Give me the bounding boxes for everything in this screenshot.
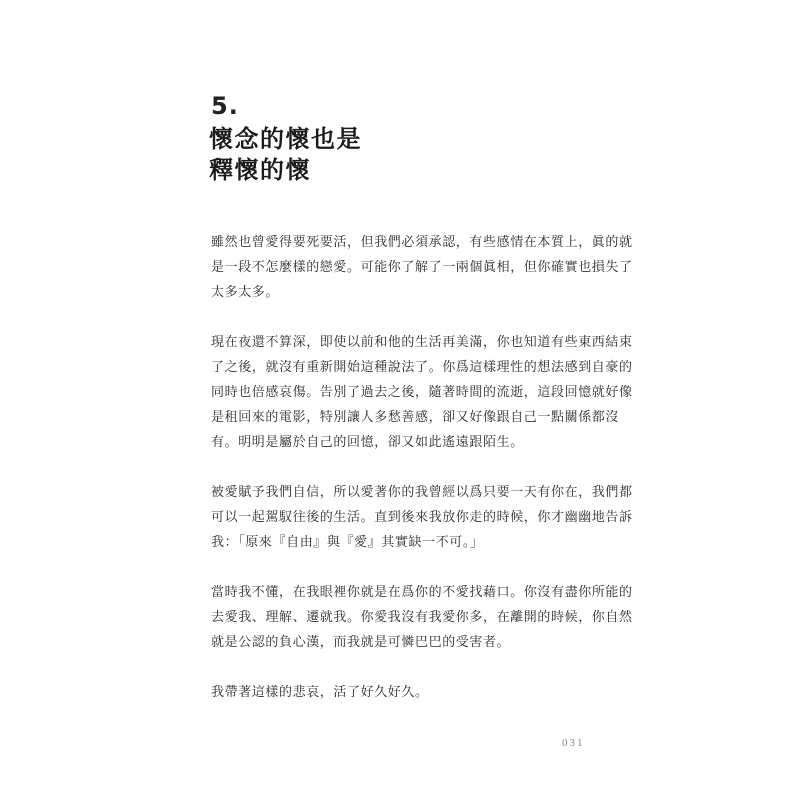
chapter-number: 5. [211,92,239,120]
text-line: 當時我不懂，在我眼裡你就是在爲你的不愛找藉口。你沒有盡你所能的 [211,585,633,600]
text-line: 現在夜還不算深，即使以前和他的生活再美滿，你也知道有些東西結束 [211,335,633,350]
paragraph [211,580,633,655]
text-line: 是一段不怎麼樣的戀愛。可能你了解了一兩個眞相，但你確實也損失了 [211,260,633,275]
text-line: 我：「原來『自由』與『愛』其實缺一不可。」 [211,535,484,550]
text-line: 可以一起駕馭往後的生活。直到後來我放你走的時候，你才幽幽地告訴 [211,510,633,525]
page-number: 031 [562,737,585,749]
text-line: 去愛我、理解、遷就我。你愛我沒有我愛你多，在離開的時候，你自然 [211,610,633,625]
chapter-title-line: 釋懷的懷 [209,156,311,184]
paragraph [211,230,633,305]
text-line: 我帶著這樣的悲哀，活了好久好久。 [211,685,429,700]
chapter-title-line: 懷念的懷也是 [209,125,362,153]
text-line: 了之後，就沒有重新開始這種說法了。你爲這樣理性的想法感到自豪的 [211,360,633,375]
text-line: 是租回來的電影，特別讓人多愁善感，卻又好像跟自己一點關係都沒 [211,410,620,425]
body-text [211,230,633,730]
paragraph [211,330,633,455]
paragraph [211,480,633,555]
text-line: 有。明明是屬於自己的回憶，卻又如此遙遠跟陌生。 [211,435,524,450]
chapter-title [209,124,509,186]
text-line: 太多太多。 [211,285,280,300]
text-line: 雖然也曾愛得要死要活，但我們必須承認，有些感情在本質上，眞的就 [211,235,633,250]
text-line: 同時也倍感哀傷。告別了過去之後，隨著時間的流逝，這段回憶就好像 [211,385,633,400]
text-line: 被愛賦予我們自信，所以愛著你的我曾經以爲只要一天有你在，我們都 [211,485,633,500]
text-line: 就是公認的負心漢，而我就是可憐巴巴的受害者。 [211,635,511,650]
paragraph [211,680,615,705]
